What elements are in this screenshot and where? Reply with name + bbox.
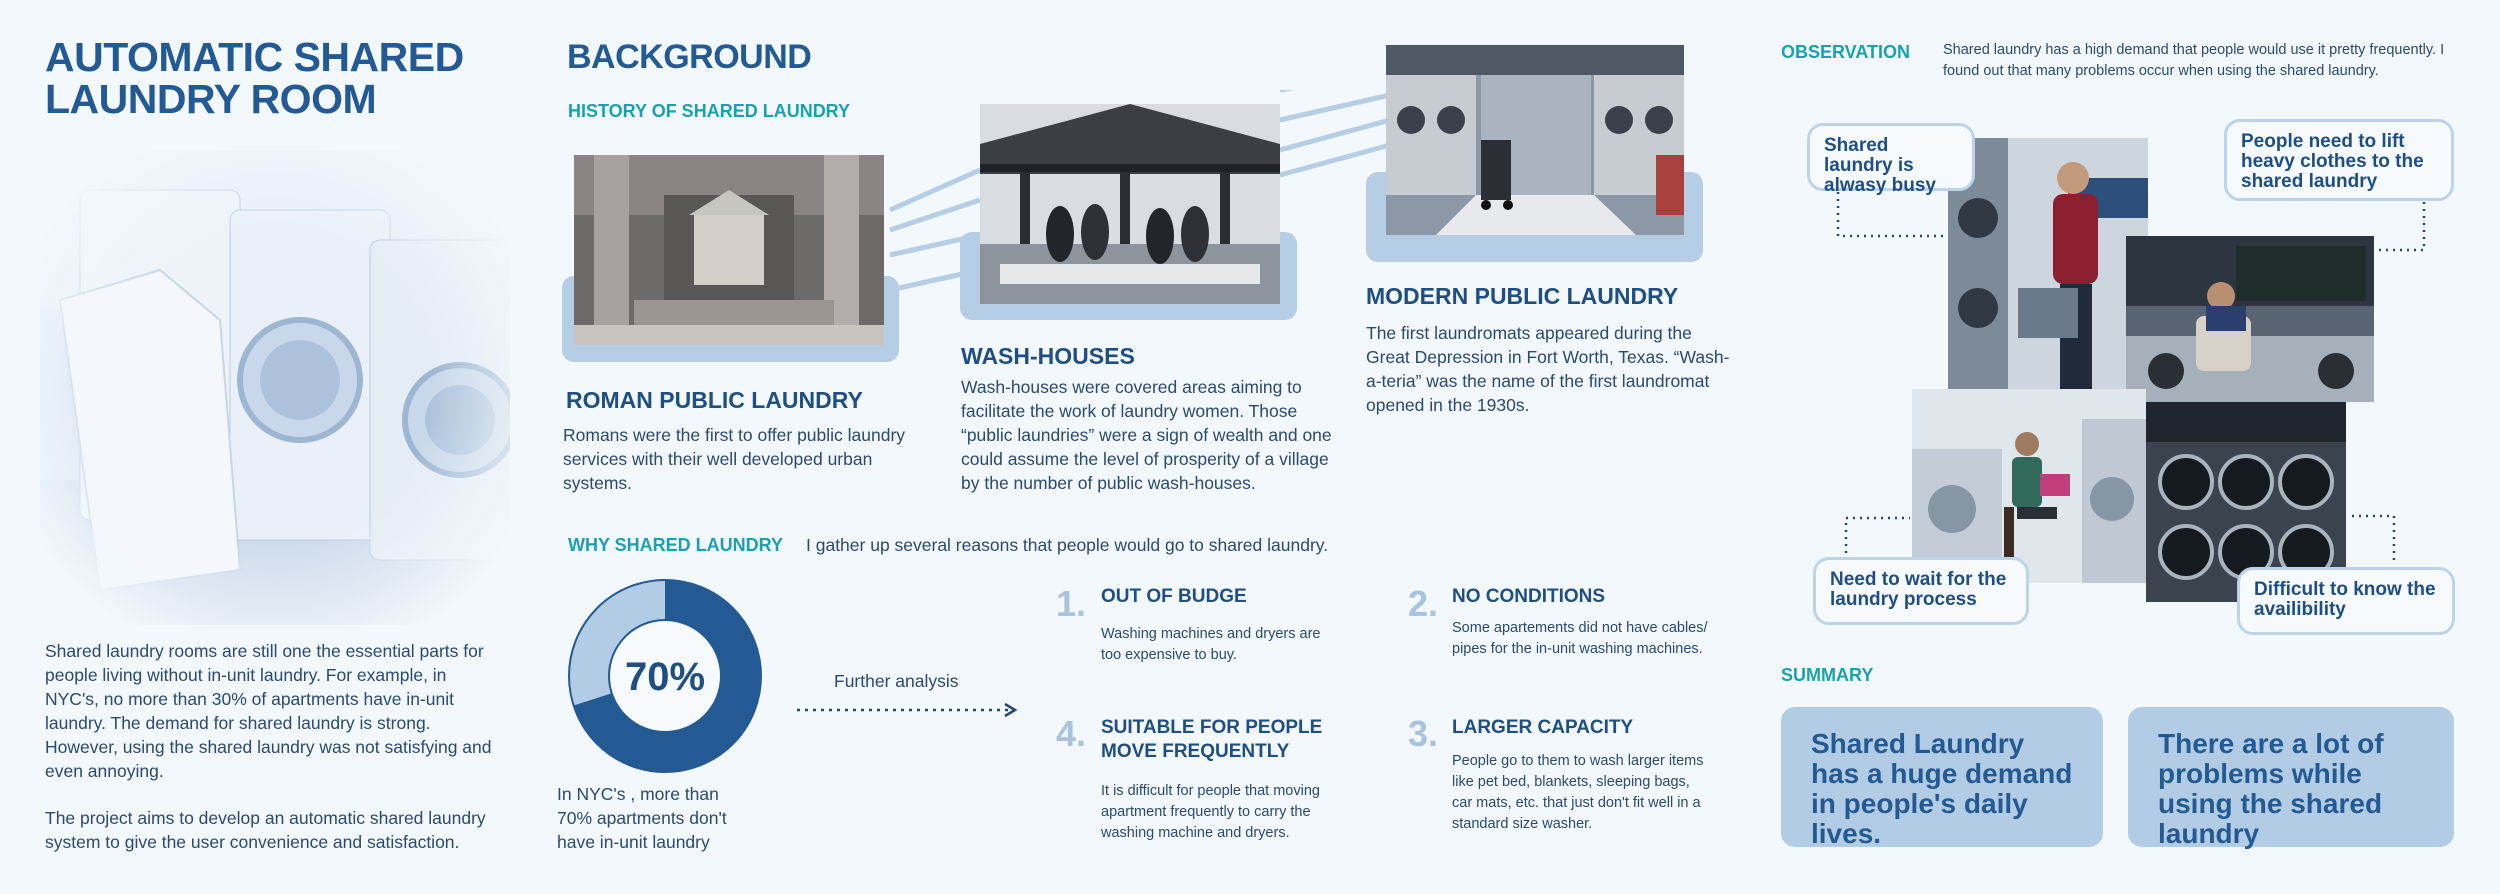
reason-1-title: OUT OF BUDGE: [1101, 586, 1247, 607]
reason-1-text: Washing machines and dryers are too expensive to buy.: [1101, 626, 1321, 663]
bubble-availability: Difficult to know the availibility: [2237, 567, 2455, 635]
reason-3-title: LARGER CAPACITY: [1452, 717, 1634, 738]
reason-4-number: 4.: [1056, 713, 1087, 754]
bubble-always-busy: Shared laundry is alwasy busy: [1807, 123, 1975, 191]
history-subtitle: HISTORY OF SHARED LAUNDRY: [568, 101, 851, 121]
donut-label: 70%: [624, 655, 706, 699]
further-analysis-label: Further analysis: [834, 671, 959, 691]
further-analysis-arrow: [795, 700, 1025, 720]
donut-chart: [565, 576, 765, 776]
bubble-lift-heavy: People need to lift heavy clothes to the shared laundry: [2224, 119, 2454, 201]
reason-3-text: People go to them to wash larger items like pet bed, blankets, sleeping bags, car mats, etc. that just don't fit well in a standard size washer.: [1452, 753, 1704, 832]
background-title: BACKGROUND: [567, 38, 812, 76]
summary-box-problems: There are a lot of problems while using the shared laundry: [2128, 707, 2454, 847]
wash-title: WASH-HOUSES: [961, 343, 1135, 369]
observation-text: Shared laundry has a high demand that people would use it pretty frequently. I found out that many problems occur when using the shared laundry.: [1943, 42, 2445, 79]
roman-title: ROMAN PUBLIC LAUNDRY: [566, 387, 863, 413]
reason-4-title-line1: SUITABLE FOR PEOPLE: [1101, 717, 1323, 738]
reason-4-title: [1101, 716, 1322, 764]
reason-2-text: Some apartements did not have cables/ pipes for the in-unit washing machines.: [1452, 620, 1708, 657]
reason-1-number: 1.: [1056, 583, 1087, 624]
roman-laundry-image: [574, 155, 884, 345]
reason-2-title: NO CONDITIONS: [1452, 586, 1606, 607]
summary-box-demand: Shared Laundry has a huge demand in people's daily lives.: [1781, 707, 2103, 847]
reason-2-number: 2.: [1408, 583, 1439, 624]
roman-text: Romans were the first to offer public laundry services with their well developed urban systems.: [563, 425, 906, 493]
reason-4-title-line2: MOVE FREQUENTLY: [1101, 741, 1290, 762]
donut-caption: In NYC's , more than 70% apartments don't have in-unit laundry: [557, 784, 727, 852]
why-intro: I gather up several reasons that people would go to shared laundry.: [806, 535, 1329, 555]
page-title: [45, 36, 464, 120]
page-title-line2: LAUNDRY ROOM: [45, 76, 377, 122]
summary-title: SUMMARY: [1781, 665, 1874, 685]
wash-house-image: [980, 104, 1280, 304]
hero-laundry-image: [40, 150, 510, 625]
reason-4-text: It is difficult for people that moving apartment frequently to carry the washing machine and dryers.: [1101, 783, 1320, 841]
modern-title: MODERN PUBLIC LAUNDRY: [1366, 283, 1679, 309]
observation-dotted-connectors: [1830, 180, 2470, 580]
page-title-line1: AUTOMATIC SHARED: [45, 34, 464, 80]
hero-aim: The project aims to develop an automatic shared laundry system to give the user convenience and satisfaction.: [45, 808, 486, 852]
modern-laundry-image: [1386, 45, 1684, 235]
observation-title: OBSERVATION: [1781, 42, 1911, 62]
reason-3-number: 3.: [1408, 713, 1439, 754]
hero-intro: Shared laundry rooms are still one the essential parts for people living without in-unit laundry. For example, in NYC's, no more than 30% of apartments have in-unit laundry. The demand for shared laundry is strong. However, using the shared laundry was not satisfying and even annoying.: [45, 641, 492, 781]
wash-text: Wash-houses were covered areas aiming to facilitate the work of laundry women. Those “public laundries” were a sign of wealth and one could assume the level of prosperity of a village by the number of public wash-houses.: [961, 377, 1332, 493]
bubble-wait-process: Need to wait for the laundry process: [1813, 557, 2029, 625]
modern-text: The first laundromats appeared during the Great Depression in Fort Worth, Texas. “Wash-a-teria” was the name of the first laundromat opened in the 1930s.: [1366, 323, 1730, 415]
why-title: WHY SHARED LAUNDRY: [568, 535, 784, 555]
